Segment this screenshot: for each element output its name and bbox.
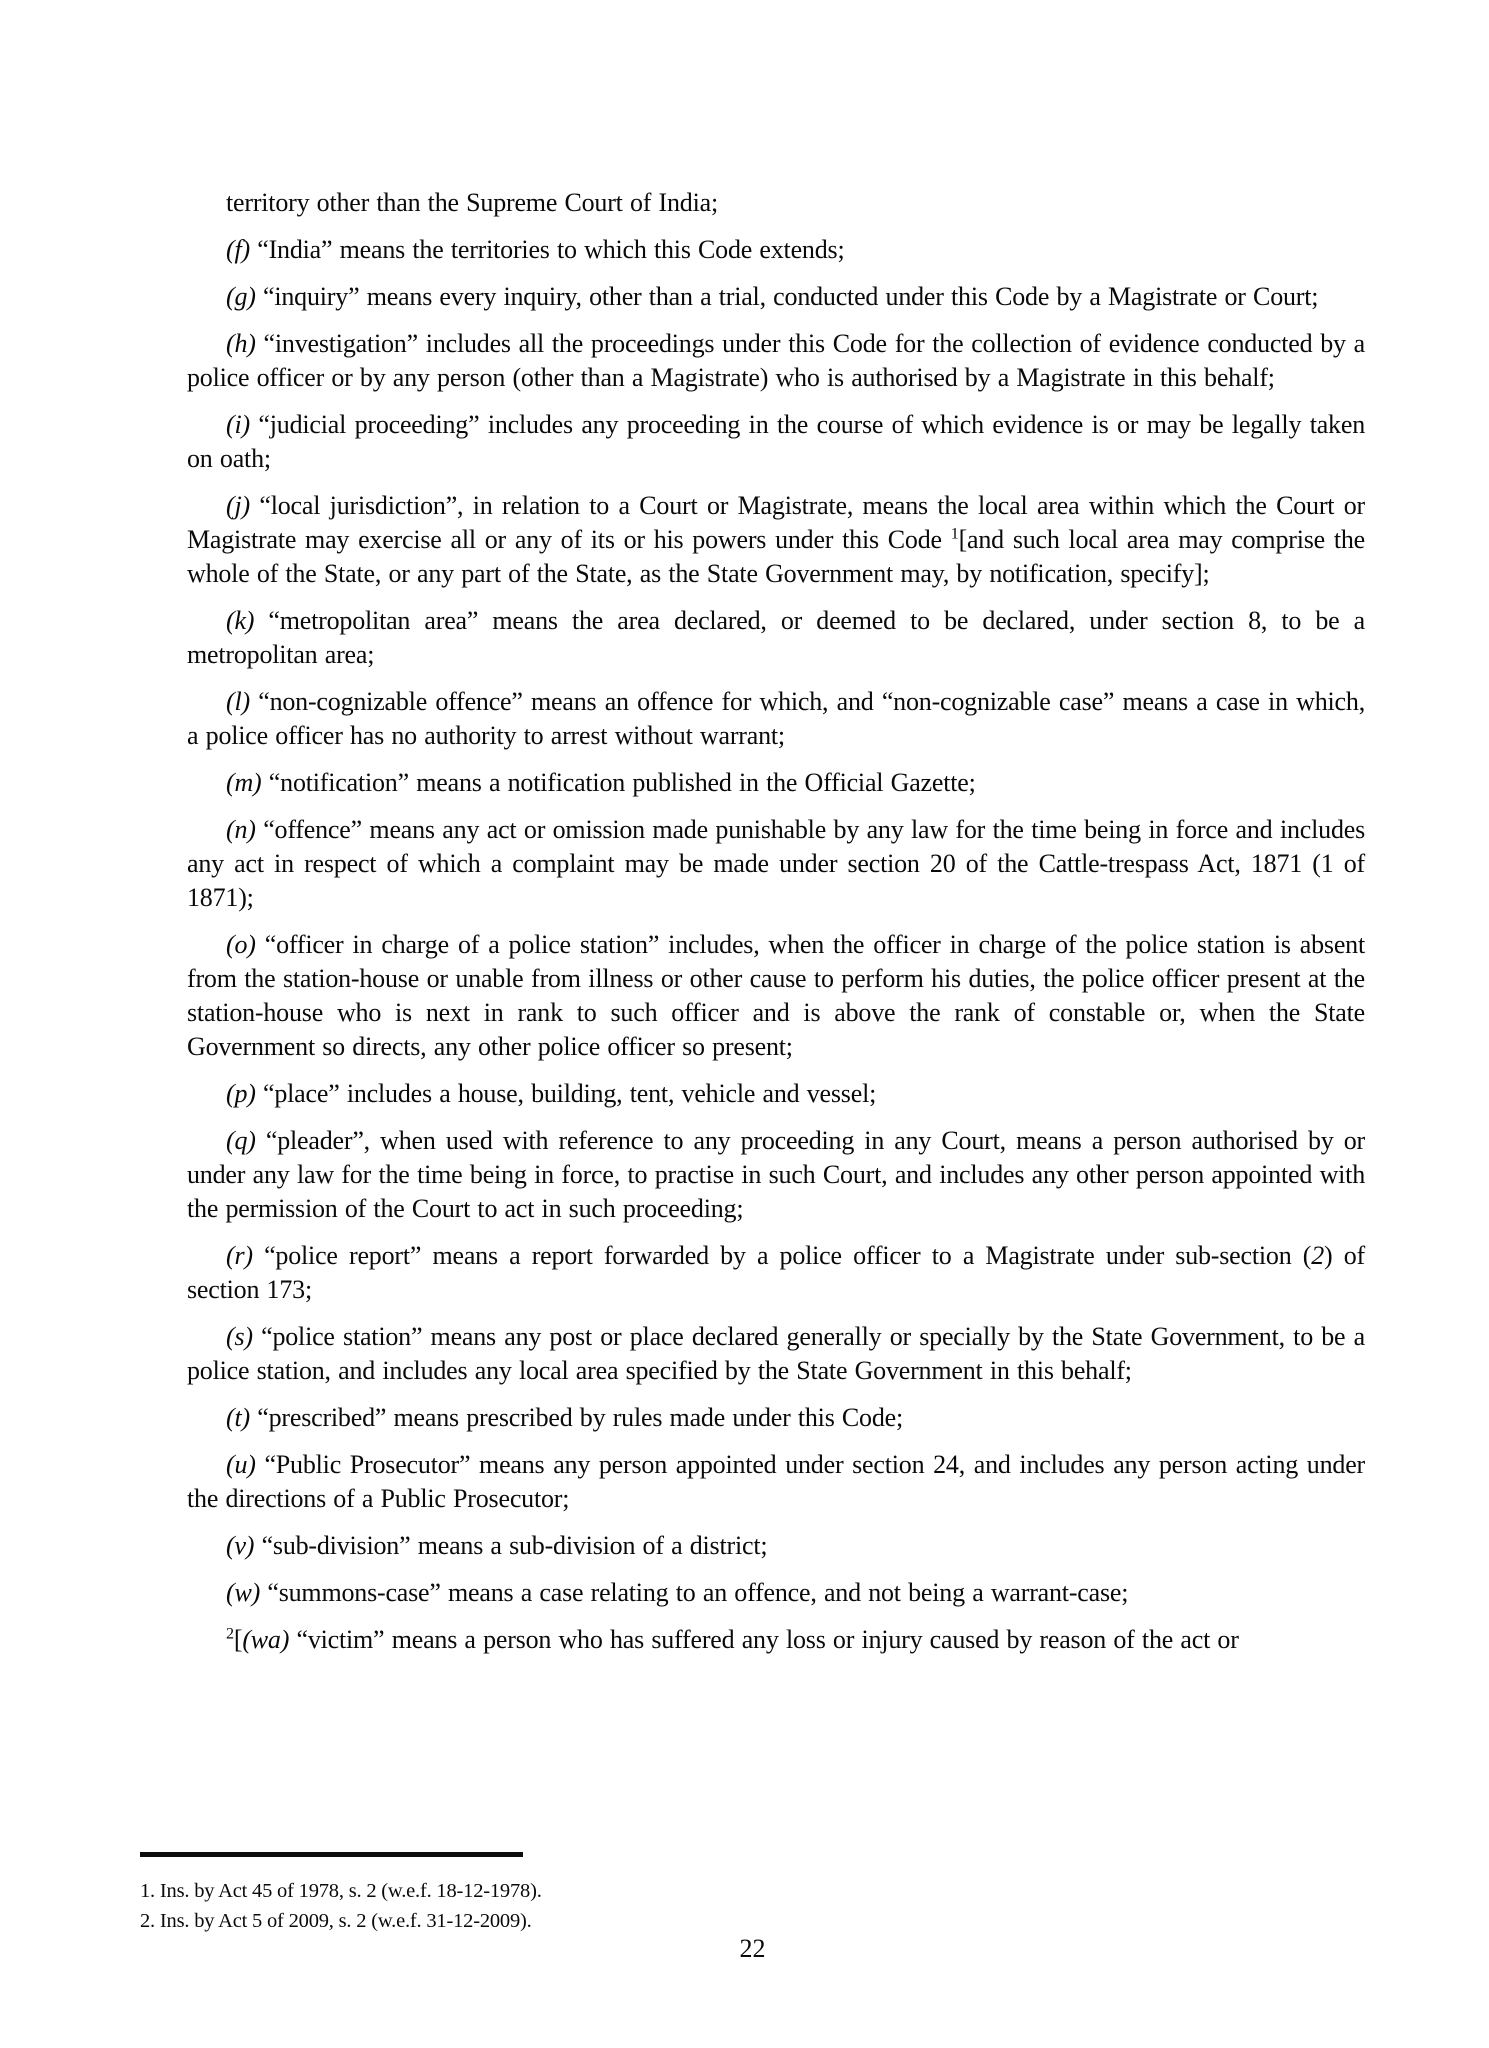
clause-marker: (v) [226,1531,255,1560]
clause-marker: (r) [226,1241,253,1270]
text-run: ) of section 173; [187,1241,1365,1304]
clause-k [187,604,1365,672]
footnote-area [140,1852,1365,1936]
text-run: “inquiry” means every inquiry, other than a trial, conducted under this Code by a Magistrate or Court; [255,282,1319,311]
text-run: “summons-case” means a case relating to an offence, and not being a warrant-case; [260,1578,1129,1607]
clause-marker: (q) [226,1126,256,1155]
clause-marker: (u) [226,1450,256,1479]
clause-n [187,813,1365,915]
text-run: “police station” means any post or place declared generally or specially by the State Government, to be a police station, and includes any local area specified by the State Government in this behalf; [187,1322,1365,1385]
text-run: “notification” means a notification published in the Official Gazette; [261,768,976,797]
clause-marker: (k) [226,606,255,635]
clause-e-continuation [187,186,1365,220]
clause-i [187,408,1365,476]
text-run: [and such local area may comprise the whole of the State, or any part of the State, as the State Government may, by notification, specify]; [187,525,1366,588]
clause-wa [187,1623,1365,1657]
text-run: territory other than the Supreme Court of India; [226,188,718,217]
clause-marker: (j) [226,491,250,520]
clause-s [187,1320,1365,1388]
clause-p [187,1077,1365,1111]
clause-q [187,1124,1365,1226]
clause-t [187,1401,1365,1435]
clause-marker: (m) [226,768,262,797]
page-number: 22 [739,1934,766,1963]
text-run: “sub-division” means a sub-division of a district; [254,1531,768,1560]
clause-marker: (t) [226,1403,250,1432]
clause-j [187,489,1365,591]
text-run: “pleader”, when used with reference to any proceeding in any Court, means a person authorised by or under any law for the time being in force, to practise in such Court, and includes any other person appointed with the permission of the Court to act in such proceeding; [187,1126,1365,1223]
clause-marker: (g) [226,282,256,311]
text-run: “Public Prosecutor” means any person appointed under section 24, and includes any person acting under the directions of a Public Prosecutor; [187,1450,1365,1513]
text-run: “place” includes a house, building, tent, vehicle and vessel; [255,1079,877,1108]
clause-marker: (i) [226,410,250,439]
clause-marker: 2 [1311,1241,1325,1270]
clause-marker: (l) [226,687,250,716]
text-run: “prescribed” means prescribed by rules made under this Code; [249,1403,904,1432]
text-run: “judicial proceeding” includes any proceeding in the course of which evidence is or may be legally taken on oath; [187,410,1365,473]
text-run: “offence” means any act or omission made punishable by any law for the time being in force and includes any act in respect of which a complaint may be made under section 20 of the Cattle-trespass Act, 1871 (1 of 1871); [187,815,1365,912]
clause-marker: (f) [226,235,250,264]
clause-u [187,1448,1365,1516]
clause-marker: (n) [226,815,256,844]
clause-marker: (h) [226,329,256,358]
footnote-2: 2. Ins. by Act 5 of 2009, s. 2 (w.e.f. 31-12-2009). [140,1910,532,1932]
clause-r [187,1239,1365,1307]
text-run: “non-cognizable offence” means an offence for which, and “non-cognizable case” means a case in which, a police officer has no authority to arrest without warrant; [187,687,1365,750]
clause-marker: (o) [226,930,256,959]
text-run: [ [233,1625,243,1654]
clause-marker: (wa) [242,1625,290,1654]
footnote-separator-rule [140,1852,523,1857]
clause-marker: (s) [226,1322,253,1351]
text-run: “victim” means a person who has suffered any loss or injury caused by reason of the act or [289,1625,1239,1654]
text-run: “officer in charge of a police station” includes, when the officer in charge of the police station is absent from the station-house or unable from illness or other cause to perform his duties, the police officer present at the station-house who is next in rank to such officer and is above the rank of constable or, when the State Government so directs, any other police officer so present; [187,930,1365,1061]
clause-marker: (w) [226,1578,261,1607]
clause-v [187,1529,1365,1563]
text-run: “investigation” includes all the proceedings under this Code for the collection of evidence conducted by a police officer or by any person (other than a Magistrate) who is authorised by a Magistrate in this behalf; [187,329,1365,392]
clause-o [187,928,1365,1064]
footnote-1: 1. Ins. by Act 45 of 1978, s. 2 (w.e.f. 18-12-1978). [140,1880,542,1902]
clause-f [187,233,1365,267]
clause-w [187,1576,1365,1610]
clause-g [187,280,1365,314]
text-run: “India” means the territories to which this Code extends; [249,235,845,264]
clause-m [187,766,1365,800]
clause-marker: (p) [226,1079,256,1108]
text-run: “metropolitan area” means the area declared, or deemed to be declared, under section 8, to be a metropolitan area; [187,606,1365,669]
clause-l [187,685,1365,753]
definitions-section [187,186,1365,1670]
clause-h [187,327,1365,395]
footnote-ref-2: 2 [226,1625,234,1643]
footnote-ref-1: 1 [950,525,959,543]
text-run: “police report” means a report forwarded by a police officer to a Magistrate under sub-section ( [252,1241,1312,1270]
text-run: “local jurisdiction”, in relation to a Court or Magistrate, means the local area within which the Court or Magistrate may exercise all or any of its or his powers under this Code [187,491,1365,554]
